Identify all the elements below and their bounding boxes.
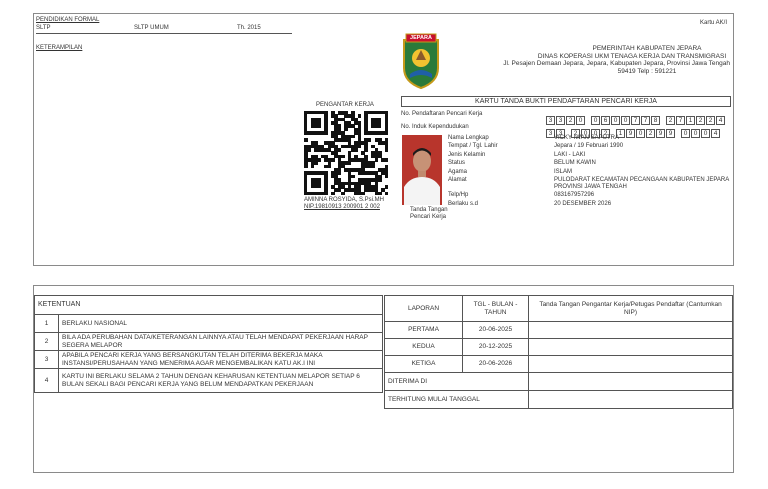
- digit-box: 8: [651, 116, 660, 125]
- digit-box: 3: [556, 129, 565, 138]
- field-value: 20 DESEMBER 2026: [554, 200, 612, 207]
- field-row: [448, 135, 734, 142]
- report-label: PERTAMA: [385, 322, 463, 339]
- report-date: 20-06-2025: [463, 322, 529, 339]
- field-row: [448, 169, 734, 176]
- term-number: 4: [35, 369, 59, 393]
- report-label: KEDUA: [385, 339, 463, 356]
- report-date: 20-12-2025: [463, 339, 529, 356]
- skills-header: KETERAMPILAN: [36, 45, 83, 51]
- digit-box: 9: [656, 129, 665, 138]
- jepara-logo: [402, 30, 440, 90]
- field-row: [448, 160, 734, 167]
- digit-box: 3: [556, 116, 565, 125]
- digit-box: 1: [616, 129, 625, 138]
- report-date: 20-06-2026: [463, 356, 529, 373]
- term-number: 3: [35, 351, 59, 369]
- term-row: [35, 369, 383, 393]
- education-level: SLTP: [36, 25, 51, 31]
- digit-box: 0: [611, 116, 620, 125]
- digit-box: 2: [566, 116, 575, 125]
- digit-box: 0: [691, 129, 700, 138]
- terms-header: KETENTUAN: [35, 296, 383, 315]
- field-label: Berlaku s.d: [448, 200, 479, 207]
- digit-box: 4: [711, 129, 720, 138]
- accepted-value: [529, 373, 733, 391]
- digit-box: 0: [621, 116, 630, 125]
- term-text: KARTU INI BERLAKU SELAMA 2 TAHUN DENGAN KEHARUSAN KETENTUAN MELAPOR SETIAP 6 BULAN SEKALI BAGI PENCARI KERJA YANG BELUM MENDAPATKAN PEKERJAAN: [59, 369, 383, 393]
- digit-box: 7: [641, 116, 650, 125]
- report-col-report: LAPORAN: [385, 296, 463, 322]
- report-signature: [529, 356, 733, 373]
- term-text: APABILA PENCARI KERJA YANG BERSANGKUTAN TELAH DITERIMA BEKERJA MAKA INSTANSI/PERUSAHAAN YANG MENERIMA AGAR MENGEMBALIKAN KATU AK.I INI: [59, 351, 383, 369]
- field-label: Status: [448, 160, 466, 167]
- qr-code: [304, 111, 388, 195]
- report-col-date: TGL - BULAN - TAHUN: [463, 296, 529, 322]
- card-back: [33, 285, 734, 473]
- reg-number-label: No. Pendaftaran Pencari Kerja: [401, 111, 483, 117]
- term-text: BERLAKU NASIONAL: [59, 315, 383, 333]
- field-label: Jenis Kelamin: [448, 151, 486, 158]
- field-row: [448, 192, 734, 199]
- field-value: Jepara / 19 Februari 1990: [554, 143, 624, 150]
- term-row: [35, 351, 383, 369]
- education-divider: [36, 33, 292, 34]
- gov-line-1: PEMERINTAH KABUPATEN JEPARA: [592, 45, 702, 52]
- digit-box: 2: [601, 129, 610, 138]
- digit-box: 3: [546, 116, 555, 125]
- term-row: [35, 333, 383, 351]
- digit-box: 0: [701, 129, 710, 138]
- education-header: PENDIDIKAN FORMAL: [36, 17, 100, 23]
- person-photo-icon: [402, 135, 442, 205]
- applicant-photo: [402, 135, 442, 205]
- field-label: Tempat / Tgl. Lahir: [448, 143, 498, 150]
- digit-box: 9: [666, 129, 675, 138]
- report-table: [384, 295, 733, 409]
- education-year: Th. 2015: [237, 25, 261, 31]
- terms-table: [34, 295, 383, 393]
- field-row: [448, 152, 734, 159]
- field-value: LAKI - LAKI: [554, 151, 586, 158]
- digit-box: 6: [601, 116, 610, 125]
- term-number: 1: [35, 315, 59, 333]
- logo-text: JEPARA: [410, 35, 432, 41]
- report-signature: [529, 322, 733, 339]
- digit-box: 2: [666, 116, 675, 125]
- digit-box: 1: [686, 116, 695, 125]
- signature-label-1: Tanda Tangan: [410, 207, 448, 213]
- field-row: [448, 201, 734, 208]
- digit-box: 9: [626, 129, 635, 138]
- field-label: Telp/Hp: [448, 192, 469, 199]
- effective-value: [529, 391, 733, 409]
- digit-box: 2: [706, 116, 715, 125]
- nik-label: No. Induk Kependudukan: [401, 124, 469, 130]
- field-label: Nama Lengkap: [448, 135, 489, 141]
- term-number: 2: [35, 333, 59, 351]
- digit-box: 7: [631, 116, 640, 125]
- digit-box: 0: [591, 129, 600, 138]
- digit-box: 0: [581, 129, 590, 138]
- officer-heading: PENGANTAR KERJA: [316, 102, 374, 108]
- gov-line-2: DINAS KOPERASI UKM TENAGA KERJA DAN TRANSMIGRASI: [537, 52, 727, 60]
- officer-nip: NIP.19810913 200901 2 002: [304, 204, 380, 210]
- report-label: KETIGA: [385, 356, 463, 373]
- digit-box: 2: [696, 116, 705, 125]
- field-label: Agama: [448, 168, 468, 175]
- digit-box: 0: [636, 129, 645, 138]
- field-value: ISLAM: [554, 168, 573, 175]
- digit-box: 0: [681, 129, 690, 138]
- digit-box: 2: [646, 129, 655, 138]
- report-col-signature: Tanda Tangan Pengantar Kerja/Petugas Pendaftar (Cantumkan NIP): [529, 296, 733, 322]
- term-row: [35, 315, 383, 333]
- field-row: [448, 143, 734, 150]
- applicant-fields: [448, 135, 734, 209]
- gov-line-3: Jl. Pesajen Demaan Jepara, Jepara, Kabupaten Jepara, Provinsi Jawa Tengah: [503, 60, 730, 67]
- education-major: SLTP UMUM: [134, 25, 169, 31]
- report-row: [385, 322, 733, 339]
- effective-label: TERHITUNG MULAI TANGGAL: [385, 391, 529, 409]
- gov-line-4: 59419 Telp : 591221: [617, 67, 677, 75]
- report-signature: [529, 339, 733, 356]
- accepted-label: DITERIMA DI: [385, 373, 529, 391]
- officer-name: AMINNA ROSYIDA, S.Psi.MH: [304, 197, 385, 203]
- field-value: VICKY IWAN SAPUTRA: [554, 135, 620, 141]
- report-row: [385, 356, 733, 373]
- card-title: KARTU TANDA BUKTI PENDAFTARAN PENCARI KERJA: [401, 96, 731, 107]
- field-label: Alamat: [448, 176, 467, 183]
- signature-label-2: Pencari Kerja: [410, 214, 447, 220]
- digit-box: 2: [571, 129, 580, 138]
- field-value: 083167957296: [554, 192, 595, 199]
- digit-box: 4: [716, 116, 725, 125]
- field-value: BELUM KAWIN: [554, 160, 596, 167]
- report-row: [385, 339, 733, 356]
- digit-box: 3: [546, 129, 555, 138]
- term-text: BILA ADA PERUBAHAN DATA/KETERANGAN LAINNYA ATAU TELAH MENDAPAT PEKERJAAN HARAP SEGERA MELAPOR: [59, 333, 383, 351]
- digit-box: 0: [576, 116, 585, 125]
- digit-box: 7: [676, 116, 685, 125]
- digit-box: 0: [591, 116, 600, 125]
- card-number: Kartu AK/I: [699, 20, 727, 26]
- field-row: [448, 177, 734, 191]
- card-front: [33, 13, 734, 266]
- field-value: PULODARAT KECAMATAN PECANGAAN KABUPATEN JEPARA PROVINSI JAWA TENGAH: [554, 176, 729, 190]
